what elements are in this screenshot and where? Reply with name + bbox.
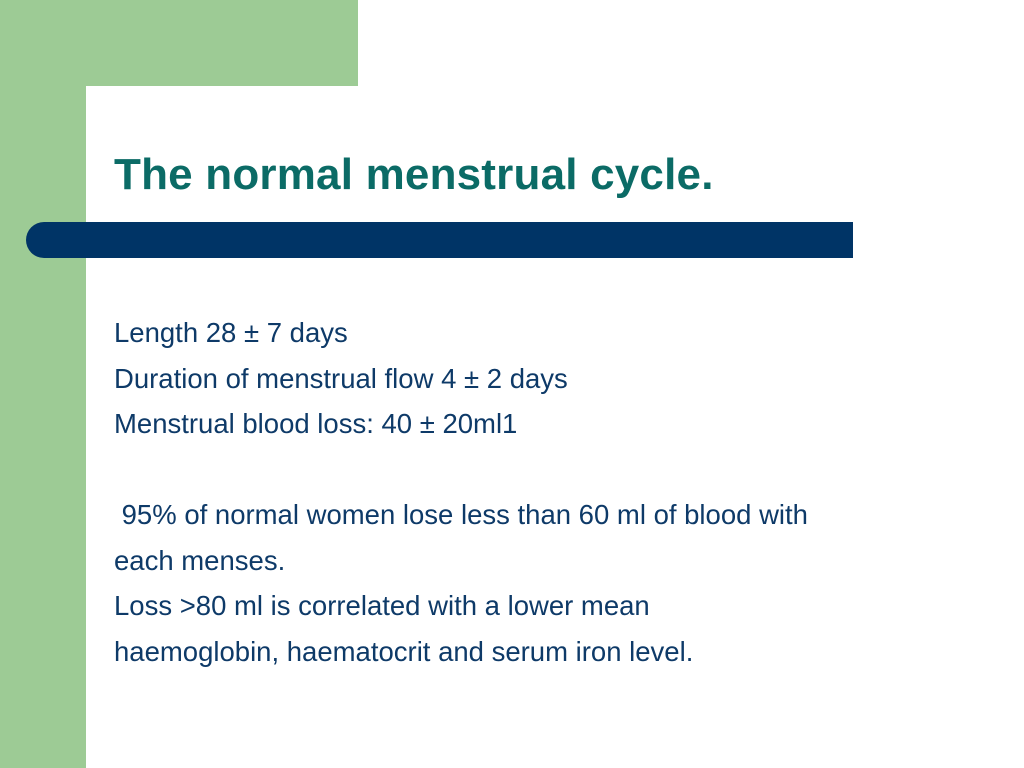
body-line-95-percent: 95% of normal women lose less than 60 ml of blood with (114, 499, 808, 530)
slide-body (114, 310, 994, 674)
top-green-band (0, 0, 358, 86)
body-line-each-menses: each menses. (114, 544, 286, 576)
body-line-haemoglobin: haemoglobin, haematocrit and serum iron level. (114, 635, 694, 667)
body-line-flow-duration: Duration of menstrual flow 4 ± 2 days (114, 362, 568, 394)
title-underline-bar (26, 222, 853, 258)
body-blank-line (114, 447, 994, 493)
left-green-band (0, 0, 86, 768)
body-line-length: Length 28 ± 7 days (114, 317, 348, 348)
body-line-blood-loss: Menstrual blood loss: 40 ± 20ml1 (114, 408, 518, 439)
slide-title: The normal menstrual cycle. (114, 150, 714, 199)
body-line-loss-80ml: Loss >80 ml is correlated with a lower mean (114, 590, 650, 621)
